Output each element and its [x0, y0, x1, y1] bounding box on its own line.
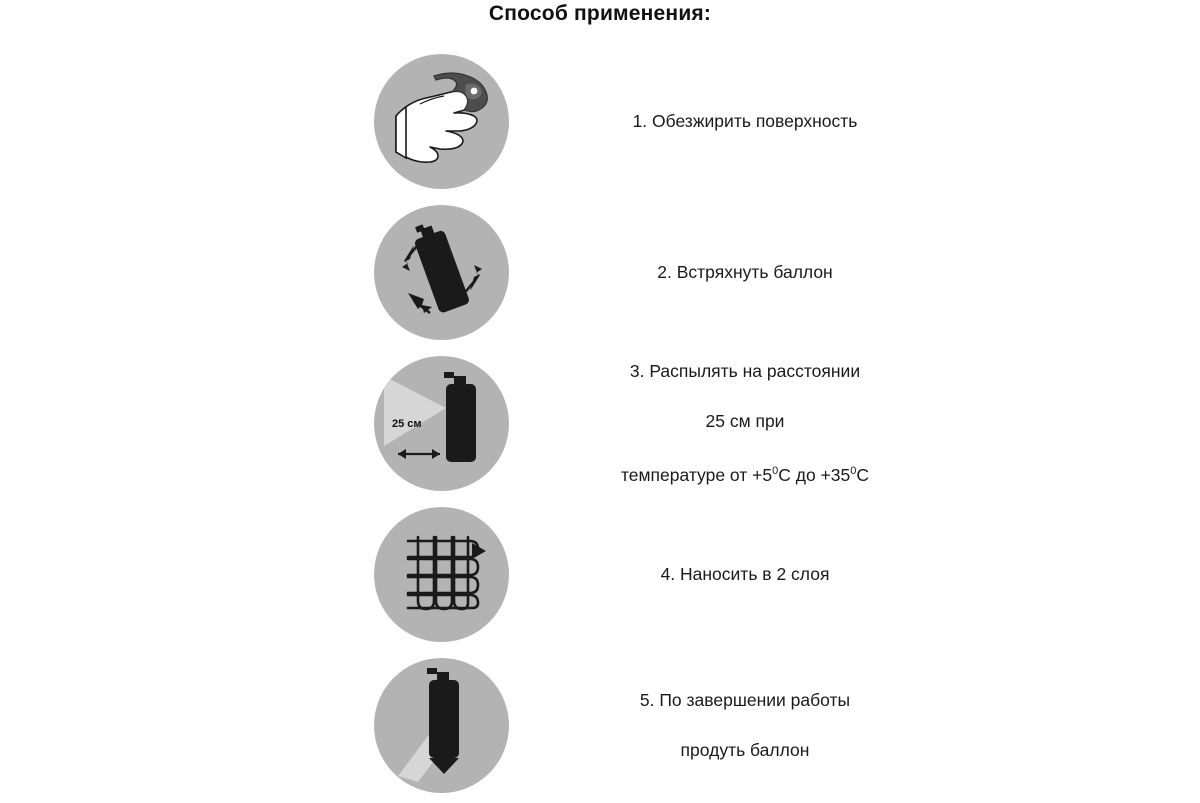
list-item [0, 652, 1200, 798]
two-layers-crosshatch-icon [374, 507, 509, 642]
step-2-label: 2. Встряхнуть баллон [657, 261, 833, 282]
step-3-temp-mid: С до +35 [778, 464, 851, 485]
spray-can-purge-icon [374, 658, 509, 793]
purge-can-drawing [374, 658, 509, 793]
step-3-temp-pre: температуре от +5 [620, 464, 773, 485]
hand-with-cloth-degrease-icon [374, 54, 509, 189]
step-5-label [530, 652, 960, 798]
step-3-label [530, 350, 960, 496]
step-1-icon-wrap [374, 54, 509, 189]
step-2-icon-wrap [374, 205, 509, 340]
distance-label: 25 см [392, 418, 422, 430]
step-5-line-2: продуть баллон [680, 739, 810, 760]
shaking-can-drawing [374, 205, 509, 340]
degree-sup-1: 0 [772, 464, 779, 477]
shaking-spray-can-icon [374, 205, 509, 340]
step-4-icon-wrap [374, 507, 509, 642]
step-5-icon-wrap [374, 658, 509, 793]
degree-sup-2: 0 [850, 464, 857, 477]
steps-list [0, 48, 1200, 803]
step-4-label: 4. Наносить в 2 слоя [660, 563, 830, 584]
step-3-icon-wrap [374, 356, 509, 491]
step-1-label: 1. Обезжирить поверхность [632, 110, 858, 131]
list-item [0, 501, 1200, 647]
crosshatch-drawing [374, 507, 509, 642]
page-title: Способ применения: [488, 2, 712, 25]
list-item [0, 48, 1200, 194]
step-3-temp-post: С [856, 464, 870, 485]
step-3-line-2: 25 см при [705, 410, 785, 431]
hand-cloth-drawing [374, 54, 509, 189]
step-3-line-1: 3. Распылять на расстоянии [629, 360, 861, 381]
step-3-line-3 [621, 459, 869, 488]
spray-can-distance-icon [374, 356, 509, 491]
step-5-line-1: 5. По завершении работы [639, 689, 851, 710]
list-item [0, 350, 1200, 496]
list-item [0, 199, 1200, 345]
